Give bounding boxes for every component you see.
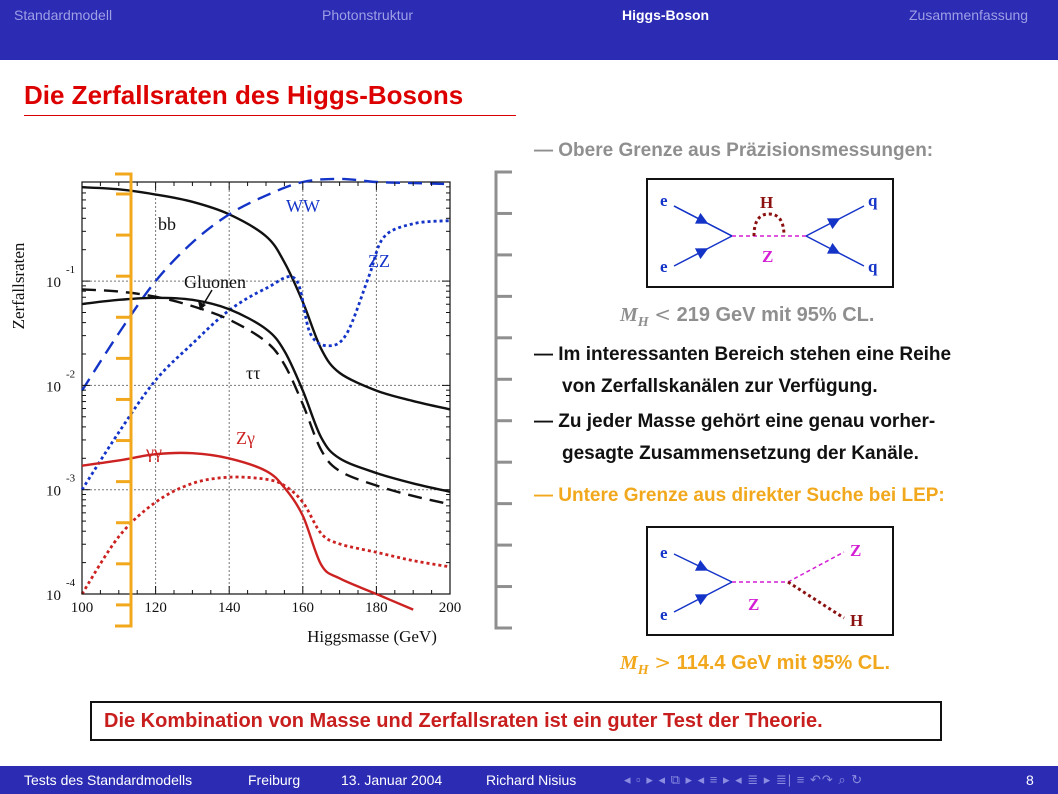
- x-tick-label: 140: [217, 600, 241, 616]
- nav-item-photonstruktur[interactable]: Photonstruktur: [322, 7, 414, 23]
- plot-curves: [82, 179, 450, 610]
- label-z-lower: Z: [748, 595, 760, 614]
- x-tick-label: 200: [438, 600, 462, 616]
- bullet-composition-line1: — Zu jeder Masse gehört eine genau vorher-: [534, 411, 936, 432]
- footer-date: 13. Januar 2004: [341, 772, 443, 788]
- y-tick-label: 10: [46, 379, 61, 396]
- y-tick-label: 10: [46, 483, 61, 500]
- series-label-bb: bb: [158, 214, 176, 234]
- decay-rate-chart: [0, 160, 480, 650]
- mh-lower-value: 114.4 GeV mit 95% CL.: [676, 652, 891, 674]
- bullet-decay-channels-line2: von Zerfallskanälen zur Verfügung.: [562, 376, 878, 397]
- mh-lower-subscript: H: [637, 663, 649, 678]
- label-higgs-lower: H: [850, 611, 864, 630]
- footer-place: Freiburg: [248, 772, 301, 788]
- mh-upper-subscript: H: [637, 315, 649, 330]
- lower-limit-bracket-ticks: [116, 194, 131, 605]
- feynman-diagram-upper: [646, 178, 894, 288]
- y-tick-label: 10: [46, 588, 61, 604]
- slide-title: Die Zerfallsraten des Higgs-Bosons: [24, 80, 464, 110]
- x-tick-label: 120: [144, 600, 167, 616]
- series-label-gammagamma: γγ: [146, 442, 162, 462]
- footer-author: Richard Nisius: [486, 772, 577, 788]
- mh-upper-value: 219 GeV mit 95% CL.: [676, 304, 875, 326]
- series-label-WW: WW: [286, 196, 320, 216]
- label-e-out: e: [660, 257, 668, 276]
- label-higgs: H: [760, 193, 774, 212]
- nav-item-zusammenfassung[interactable]: Zusammenfassung: [909, 7, 1029, 23]
- series-Zgamma: [82, 477, 450, 594]
- y-tick-label: 10: [46, 275, 61, 292]
- nav-item-higgs-boson[interactable]: Higgs-Boson: [622, 7, 710, 23]
- mh-upper-symbol: M: [620, 304, 638, 326]
- top-nav-bar: [0, 0, 1058, 60]
- upper-mass-limit: [620, 302, 874, 331]
- y-tick-exponent: -4: [66, 577, 76, 589]
- mh-upper-operator: <: [654, 302, 672, 326]
- title-underline: [24, 115, 516, 116]
- feynman-diagram-lower: [646, 526, 894, 636]
- bullet-lower-limit: — Untere Grenze aus direkter Suche bei LEP:: [534, 485, 945, 506]
- series-ZZ: [82, 221, 450, 490]
- label-e-in: e: [660, 191, 668, 210]
- label-e-in-lower: e: [660, 543, 668, 562]
- mh-lower-symbol: M: [620, 652, 638, 674]
- series-label-ZZ: ZZ: [368, 251, 390, 271]
- lower-mass-limit: [620, 650, 890, 679]
- series-label-Gluonen: Gluonen: [184, 272, 246, 292]
- label-z-out: Z: [850, 541, 862, 560]
- series-label-tautau: ττ: [246, 363, 261, 383]
- plot-frame: [82, 182, 450, 594]
- conclusion-text: Die Kombination von Masse und Zerfallsraten ist ein guter Test der Theorie.: [104, 710, 823, 732]
- x-axis-label: Higgsmasse (GeV): [307, 627, 437, 646]
- x-tick-label: 100: [70, 600, 94, 616]
- beamer-navigation-icons[interactable]: ◂ ▫ ▸ ◂ ⧉ ▸ ◂ ≡ ▸ ◂ ≣ ▸ ≣| ≡ ↶↷ ⌕ ↻: [624, 772, 864, 787]
- label-q1: q: [868, 191, 878, 210]
- x-tick-label: 160: [291, 600, 315, 616]
- footer-page-number: 8: [1026, 772, 1034, 788]
- series-Gluonen: [82, 298, 450, 492]
- y-tick-exponent: -2: [66, 368, 76, 381]
- y-axis-label: Zerfallsraten: [9, 242, 28, 330]
- conclusion-box: [90, 701, 942, 741]
- label-z: Z: [762, 247, 774, 266]
- plot-grid: [82, 182, 450, 594]
- series-label-Zgamma: Zγ: [236, 428, 255, 448]
- y-tick-exponent: -3: [66, 472, 76, 485]
- nav-item-standardmodell[interactable]: Standardmodell: [14, 7, 113, 23]
- mh-lower-operator: >: [654, 650, 672, 674]
- upper-limit-bracket: [492, 170, 516, 632]
- bullet-upper-limit: — Obere Grenze aus Präzisionsmessungen:: [534, 140, 934, 161]
- plot-ticks: [82, 182, 450, 594]
- label-q2: q: [868, 257, 878, 276]
- footer-bar: [0, 766, 1058, 794]
- x-tick-label: 180: [365, 600, 388, 616]
- bullet-composition-line2: gesagte Zusammensetzung der Kanäle.: [562, 443, 919, 464]
- footer-course: Tests des Standardmodells: [24, 772, 193, 788]
- bullet-decay-channels-line1: — Im interessanten Bereich stehen eine Reihe: [534, 344, 952, 365]
- label-e-out-lower: e: [660, 605, 668, 624]
- y-tick-exponent: -1: [66, 264, 76, 277]
- series-WW: [82, 179, 450, 391]
